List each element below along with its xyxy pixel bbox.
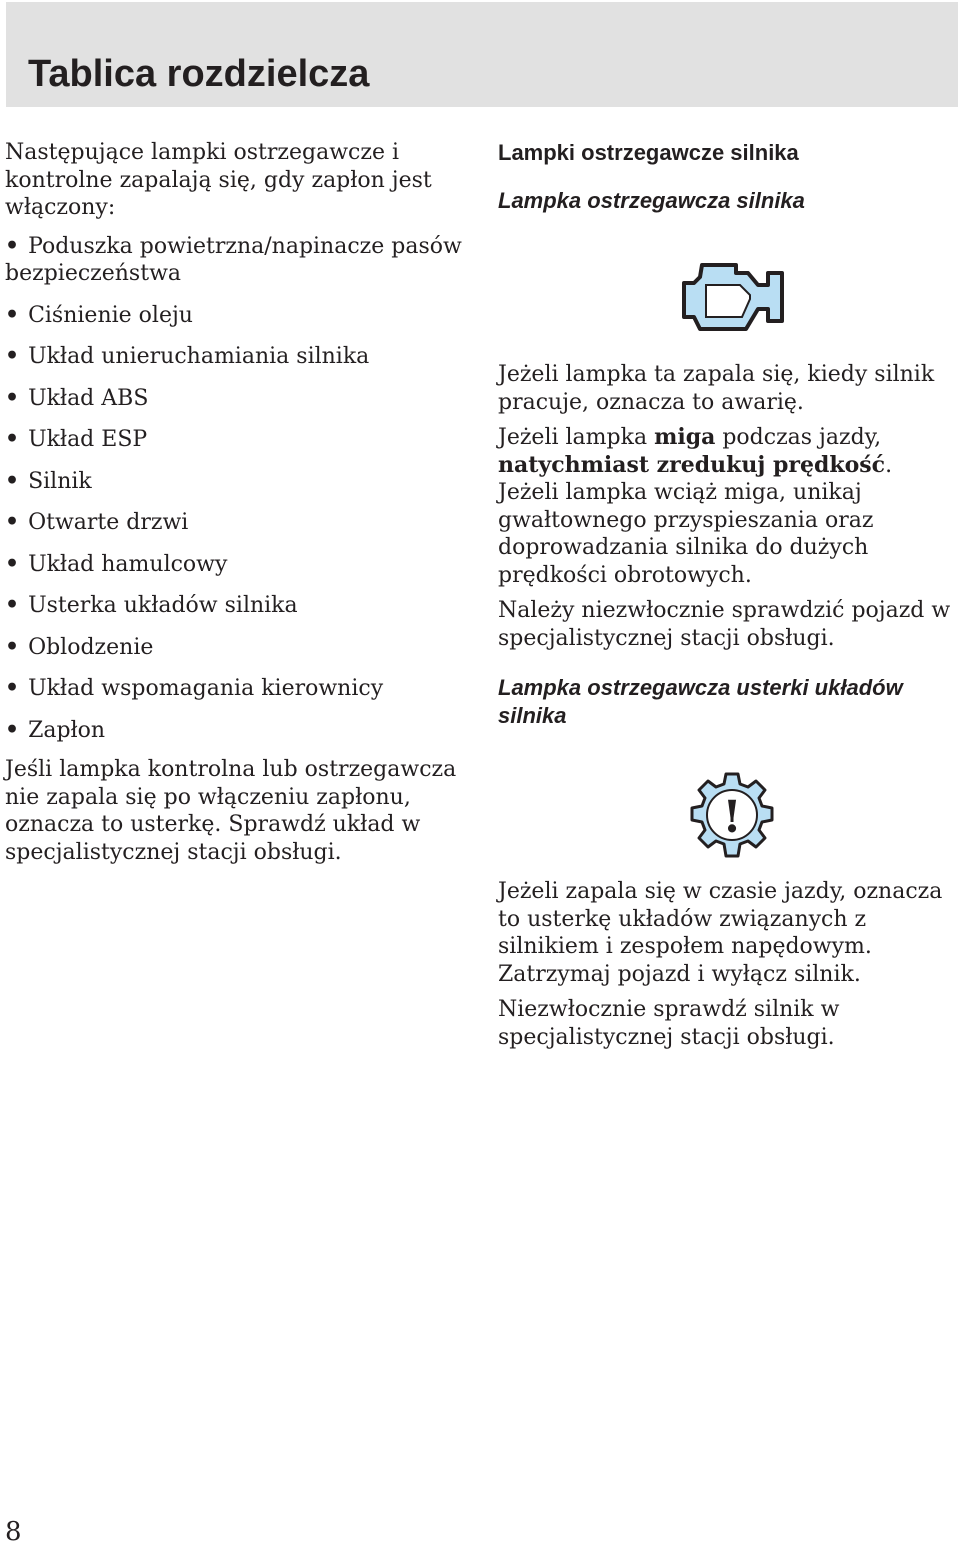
bullet-icon: •: [5, 592, 20, 618]
list-item-label: Oblodzenie: [28, 634, 154, 660]
list-item-label: Układ ESP: [28, 427, 148, 452]
page-title: Tablica rozdzielcza: [28, 53, 370, 95]
list-item: [5, 343, 475, 371]
bullet-icon: •: [5, 509, 20, 535]
list-item-label: Układ hamulcowy: [28, 551, 228, 577]
list-item: [5, 426, 475, 454]
text-span: . Jeżeli lampka wciąż miga, unikaj gwałtownego przyspieszania oraz doprowadzania silnika do dużych prędkości obrotowych.: [498, 452, 893, 588]
bullet-icon: •: [5, 633, 20, 660]
engine-icon-wrapper: [498, 251, 954, 345]
bullet-icon: •: [5, 716, 20, 743]
powertrain-fault-icon: [686, 770, 778, 862]
bullet-icon: •: [5, 343, 20, 369]
intro-paragraph: Następujące lampki ostrzegawcze i kontrolne zapalają się, gdy zapłon jest włączony:: [5, 140, 432, 220]
text-span: podczas jazdy,: [715, 425, 882, 450]
list-item: [5, 468, 475, 496]
list-item-label: Silnik: [28, 468, 92, 494]
left-column: [5, 139, 475, 866]
bullet-icon: •: [5, 467, 20, 494]
list-item: [5, 592, 475, 620]
fault-lamp-paragraph-2: Niezwłocznie sprawdź silnik w specjalistycznej stacji obsługi.: [498, 997, 840, 1050]
engine-lamp-heading: Lampka ostrzegawcza silnika: [498, 188, 805, 213]
bullet-icon: •: [5, 550, 20, 577]
page-number: 8: [5, 1517, 22, 1547]
emphasis-text: natychmiast zredukuj prędkość: [498, 451, 886, 478]
bullet-icon: •: [5, 426, 20, 452]
engine-warning-icon: [678, 259, 788, 337]
list-item: [5, 509, 475, 537]
list-item-label: Poduszka powietrzna/napinacze pasów bezpieczeństwa: [5, 233, 462, 286]
section-heading: Lampki ostrzegawcze silnika: [498, 140, 799, 165]
list-item-label: Ciśnienie oleju: [28, 302, 193, 328]
fault-lamp-paragraph-1: Jeżeli zapala się w czasie jazdy, oznacza to usterkę układów związanych z silnikiem i zespołem napędowym. Zatrzymaj pojazd i wyłącz silnik.: [498, 879, 943, 987]
emphasis-text: miga: [654, 424, 716, 450]
list-item: [5, 717, 475, 745]
bullet-icon: •: [5, 675, 20, 701]
list-item: [5, 385, 475, 413]
list-item: [5, 233, 475, 288]
list-item-label: Układ unieruchamiania silnika: [28, 344, 370, 369]
list-item-label: Układ ABS: [28, 385, 149, 411]
bullet-icon: •: [5, 301, 20, 328]
engine-lamp-paragraph-1: Jeżeli lampka ta zapala się, kiedy silnik pracuje, oznacza to awarię.: [498, 362, 935, 415]
warning-lamps-list: [5, 233, 475, 745]
engine-lamp-paragraph-2: [498, 424, 954, 589]
list-item: [5, 634, 475, 662]
list-item: [5, 551, 475, 579]
closing-paragraph: Jeśli lampka kontrolna lub ostrzegawcza nie zapala się po włączeniu zapłonu, oznacza to usterkę. Sprawdź układ w specjalistycznej stacji obsługi.: [5, 757, 457, 865]
bullet-icon: •: [5, 232, 20, 259]
list-item-label: Zapłon: [28, 717, 106, 743]
text-span: Jeżeli lampka: [498, 425, 655, 450]
fault-icon-wrapper: [498, 766, 954, 866]
list-item-label: Otwarte drzwi: [28, 510, 189, 535]
list-item: [5, 302, 475, 330]
fault-lamp-heading: Lampka ostrzegawcza usterki układów silnika: [498, 675, 903, 728]
right-column: [498, 139, 954, 1051]
engine-lamp-paragraph-3: Należy niezwłocznie sprawdzić pojazd w specjalistycznej stacji obsługi.: [498, 598, 951, 651]
exclamation-mark: !: [722, 792, 742, 843]
list-item-label: Usterka układów silnika: [28, 593, 298, 618]
list-item-label: Układ wspomagania kierownicy: [28, 676, 384, 701]
list-item: [5, 675, 475, 703]
bullet-icon: •: [5, 384, 20, 411]
